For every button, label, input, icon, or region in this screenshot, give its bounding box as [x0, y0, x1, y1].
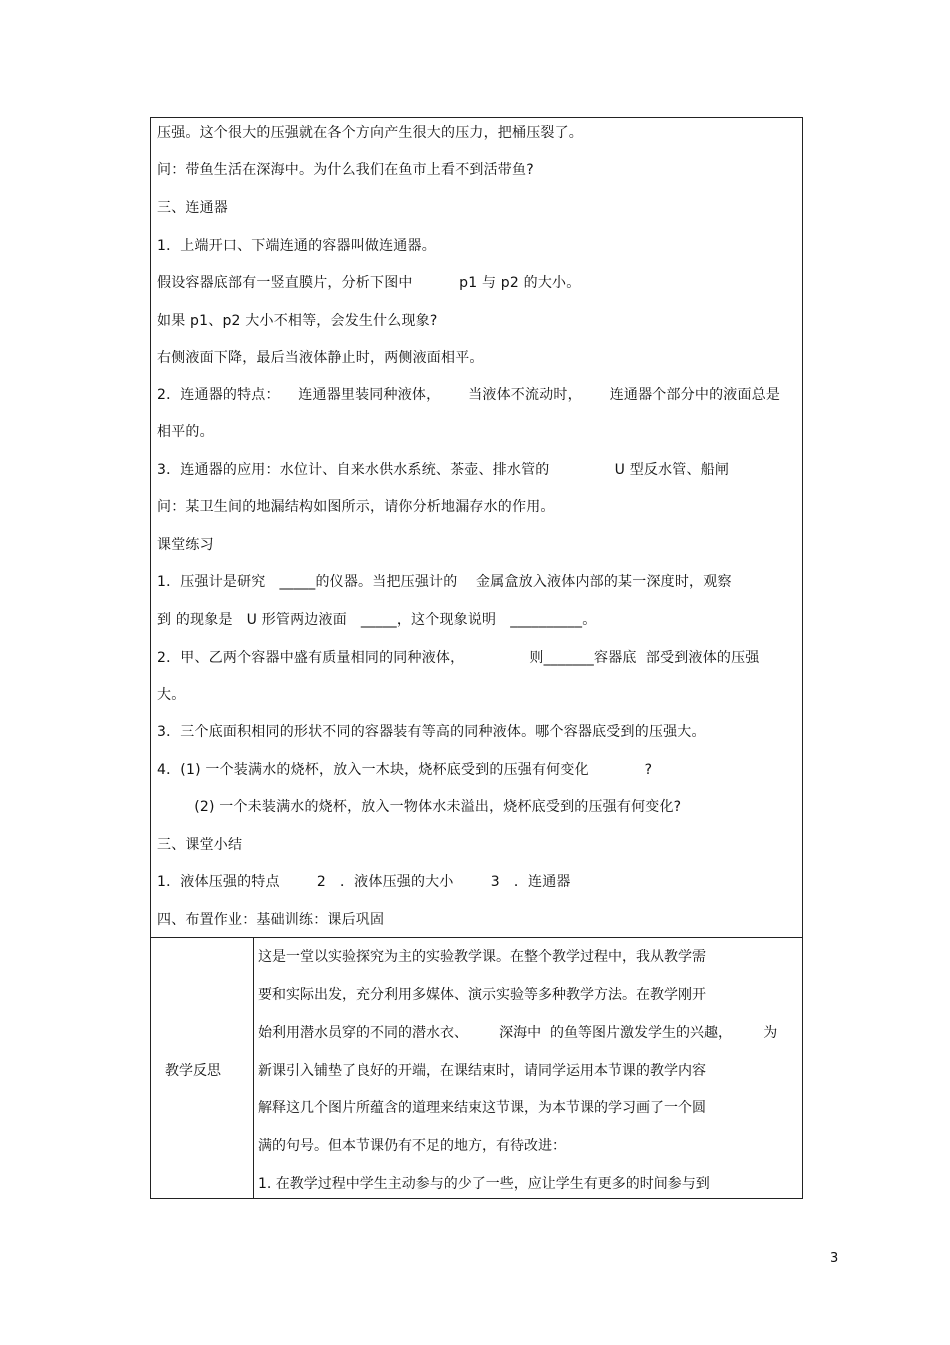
text-line: 相平的。: [157, 424, 214, 440]
text-line: 如果 p1、p2 大小不相等，会发生什么现象?: [157, 313, 438, 329]
page-number: 3: [830, 1251, 839, 1266]
text-line: 2．连通器的特点： 连通器里装同种液体， 当液体不流动时， 连通器个部分中的液面总是: [157, 387, 781, 403]
text-line: 1．压强计是研究 _____的仪器。当把压强计的 金属盒放入液体内部的某一深度时，观察: [157, 574, 732, 590]
text-line: 压强。这个很大的压强就在各个方向产生很大的压力，把桶压裂了。: [157, 125, 583, 141]
text-line: 到 的现象是 U 形管两边液面 _____，这个现象说明 __________。: [157, 612, 597, 628]
text-line: (2) 一个未装满水的烧杯，放入一物体水未溢出，烧杯底受到的压强有何变化?: [157, 799, 682, 815]
reflection-line: 新课引入铺垫了良好的开端，在课结束时，请同学运用本节课的教学内容: [258, 1063, 706, 1079]
text-line: 1．上端开口、下端连通的容器叫做连通器。: [157, 238, 436, 254]
text-line: 右侧液面下降，最后当液体静止时，两侧液面相平。: [157, 350, 484, 366]
text-line: 4．(1) 一个装满水的烧杯，放入一木块，烧杯底受到的压强有何变化 ?: [157, 762, 653, 778]
reflection-line: 这是一堂以实验探究为主的实验教学课。在整个教学过程中，我从教学需: [258, 949, 706, 965]
section-heading: 三、课堂小结: [157, 837, 243, 853]
reflection-line: 始利用潜水员穿的不同的潜水衣、 深海中 的鱼等图片激发学生的兴趣， 为: [258, 1025, 778, 1041]
reflection-line: 要和实际出发，充分利用多媒体、演示实验等多种教学方法。在教学刚开: [258, 987, 706, 1003]
reflection-line: 解释这几个图片所蕴含的道理来结束这节课，为本节课的学习画了一个圆: [258, 1100, 706, 1116]
text-line: 大。: [157, 687, 186, 703]
text-line: 假设容器底部有一竖直膜片，分析下图中 p1 与 p2 的大小。: [157, 275, 581, 291]
text-line: 问：带鱼生活在深海中。为什么我们在鱼市上看不到活带鱼?: [157, 162, 534, 178]
text-line: 1．液体压强的特点 2 ．液体压强的大小 3 ．连通器: [157, 874, 571, 890]
reflection-label: 教学反思: [165, 1063, 221, 1079]
text-line: 3．连通器的应用：水位计、自来水供水系统、茶壶、排水管的 U 型反水管、船闸: [157, 462, 730, 478]
text-line: 2．甲、乙两个容器中盛有质量相同的同种液体， 则_______容器底 部受到液体的压强: [157, 650, 760, 666]
text-line: 问：某卫生间的地漏结构如图所示，请你分析地漏存水的作用。: [157, 499, 555, 515]
text-line: 3．三个底面积相同的形状不同的容器装有等高的同种液体。哪个容器底受到的压强大。: [157, 724, 706, 740]
reflection-line: 1. 在教学过程中学生主动参与的少了一些，应让学生有更多的时间参与到: [258, 1176, 710, 1192]
reflection-line: 满的句号。但本节课仍有不足的地方，有待改进：: [258, 1138, 566, 1154]
section-heading: 四、布置作业：基础训练：课后巩固: [157, 912, 385, 928]
reflection-divider: [253, 937, 254, 1199]
section-heading: 课堂练习: [157, 537, 214, 553]
section-heading: 三、连通器: [157, 200, 228, 216]
